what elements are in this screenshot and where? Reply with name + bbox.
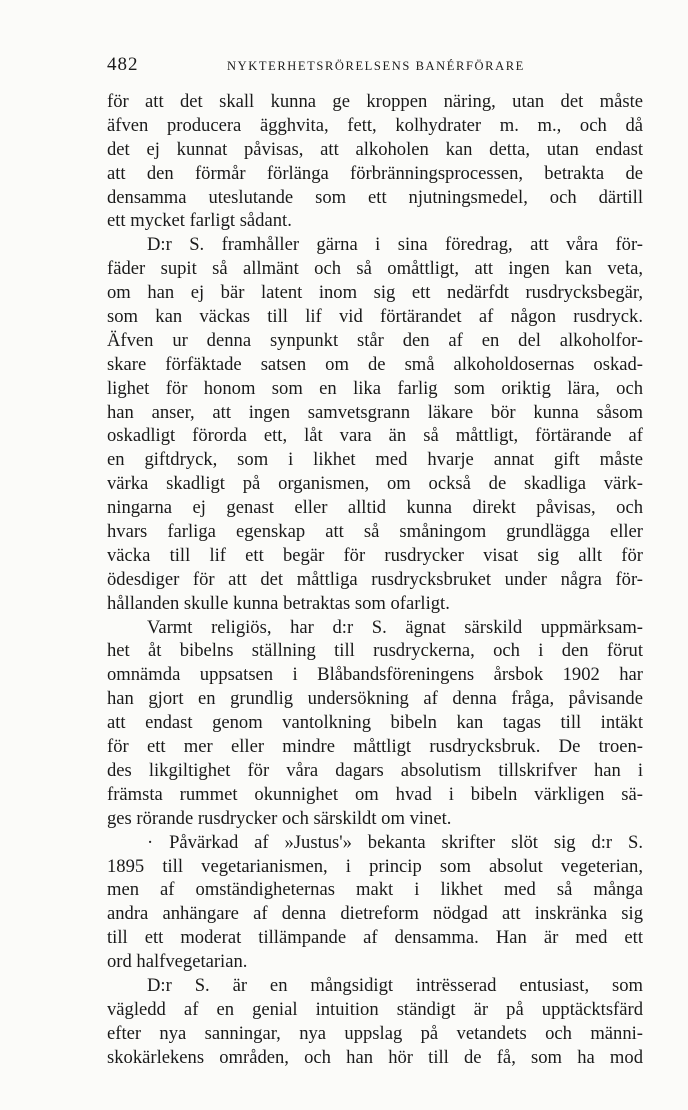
text-line: hvars farliga egenskap att så småningom grundlägga eller <box>107 521 643 543</box>
text-line: ödesdiger för att det måttliga rusdrycksbruket under några för- <box>107 568 643 590</box>
running-title: NYKTERHETSRÖRELSENS BANÉRFÖRARE <box>227 59 525 73</box>
text-line: 1895 till vegetarianismen, i princip som absolut vegeterian, <box>107 855 643 877</box>
text-line: äfven producera ägghvita, fett, kolhydrater m. m., och då <box>107 114 643 136</box>
text-line: fäder supit så allmänt och så omåttligt, att ingen kan veta, <box>107 258 643 280</box>
text-line: väcka till lif ett begär för rusdrycker visat sig allt för <box>107 544 643 566</box>
text-line: ges rörande rusdrycker och särskildt om vinet. <box>107 807 452 829</box>
text-line: han anser, att ingen samvetsgrann läkare bör kunna såsom <box>107 401 643 423</box>
text-line: ett mycket farligt sådant. <box>107 210 292 232</box>
page-number: 482 <box>107 54 139 75</box>
text-line: som kan väckas till lif vid förtärandet af någon rusdryck. <box>107 306 643 328</box>
text-line: skare förfäktade satsen om de små alkoholdosernas oskad- <box>107 353 643 375</box>
text-line: ningarna ej genast eller alltid kunna direkt påvisas, och <box>107 497 643 519</box>
text-line: om han ej bär latent inom sig ett nedärfdt rusdrycksbegär, <box>107 282 643 304</box>
text-line: des likgiltighet för våra dagars absolutism tillskrifver han i <box>107 759 643 781</box>
text-line: oskadligt förorda ett, låt vara än så måttligt, förtärande af <box>107 425 643 447</box>
text-line: · Påvärkad af »Justus'» bekanta skrifter slöt sig d:r S. <box>147 831 643 853</box>
text-line: det ej kunnat påvisas, att alkoholen kan detta, utan endast <box>107 138 643 160</box>
text-line: han gjort en grundlig undersökning af denna fråga, påvisande <box>107 688 643 710</box>
text-line: för att det skall kunna ge kroppen näring, utan det måste <box>107 91 643 112</box>
text-line: het åt bibelns ställning till rusdryckerna, och i den förut <box>107 640 643 662</box>
text-line: för ett mer eller mindre måttligt rusdrycksbruk. De troen- <box>107 736 643 758</box>
text-line: värka skadligt på organismen, om också de skadliga värk- <box>107 473 643 495</box>
text-line: andra anhängare af denna dietreform nödgad att inskränka sig <box>107 903 643 925</box>
text-line: Varmt religiös, har d:r S. ägnat särskild uppmärksam- <box>147 616 643 638</box>
running-header <box>107 54 643 82</box>
text-line: ord halfvegetarian. <box>107 951 248 973</box>
text-line: att den förmår förlänga förbränningsprocessen, betrakta de <box>107 162 643 184</box>
text-line: en giftdryck, som i likhet med hvarje annat gift måste <box>107 449 643 471</box>
text-line: främsta rummet okunnighet om hvad i bibeln värkligen sä- <box>107 783 643 805</box>
text-line: omnämda uppsatsen i Blåbandsföreningens årsbok 1902 har <box>107 664 643 686</box>
text-line: Äfven ur denna synpunkt står den af en del alkoholfor- <box>107 329 643 351</box>
text-line: att endast genom vantolkning bibeln kan tagas till intäkt <box>107 712 643 734</box>
text-line: efter nya sanningar, nya uppslag på vetandets och männi- <box>107 1022 643 1044</box>
text-line: skokärlekens områden, och han hör till de få, som ha mod <box>107 1046 643 1068</box>
text-line: vägledd af en genial intuition ständigt är på upptäcktsfärd <box>107 998 643 1020</box>
body-text <box>107 90 643 1070</box>
text-line: till ett moderat tillämpande af densamma. Han är med ett <box>107 927 643 949</box>
text-line: lighet för honom som en lika farlig som oriktig lära, och <box>107 377 643 399</box>
text-line: D:r S. framhåller gärna i sina föredrag, att våra för- <box>147 234 643 256</box>
text-line: densamma uteslutande som ett njutningsmedel, och därtill <box>107 186 643 208</box>
text-line: D:r S. är en mångsidigt intrësserad entusiast, som <box>147 974 643 996</box>
text-line: men af omständigheternas makt i likhet med så många <box>107 879 643 901</box>
text-line: hållanden skulle kunna betraktas som ofarligt. <box>107 592 450 614</box>
